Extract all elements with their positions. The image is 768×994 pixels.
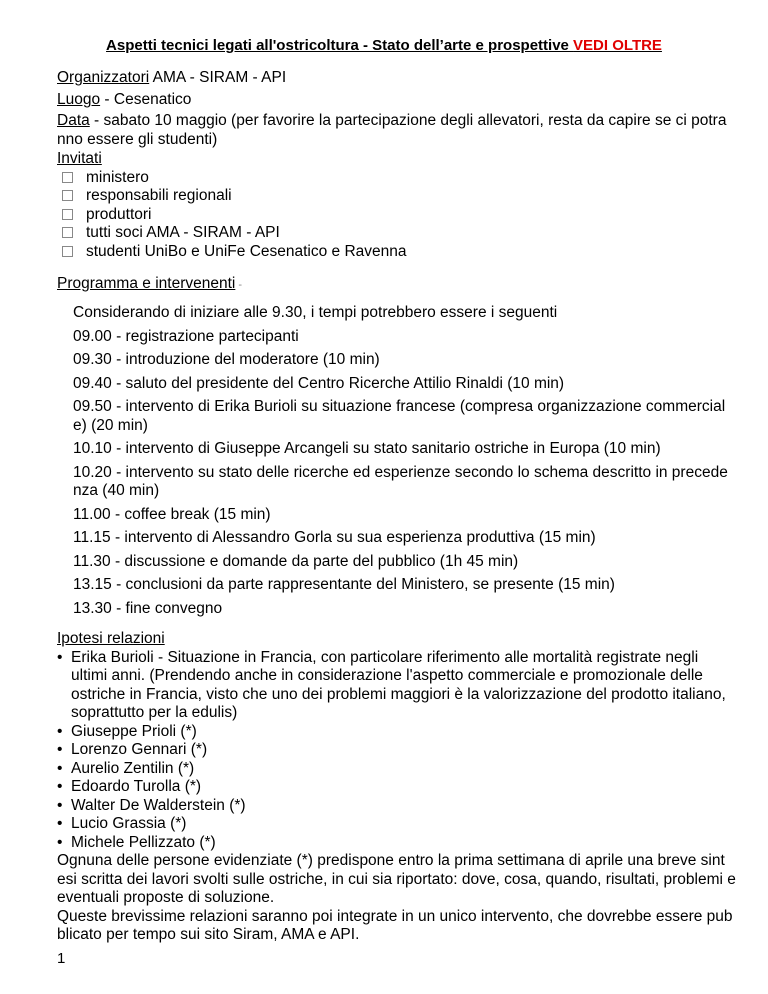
organizzatori-line: Organizzatori AMA - SIRAM - API [57, 69, 287, 86]
ipotesi-item: • Giuseppe Prioli (*) [57, 722, 197, 740]
bullet-icon: • [57, 833, 63, 851]
document-title: Aspetti tecnici legati all'ostricoltura - Stato dell’arte e prospettive VEDI OLTRE [106, 37, 662, 54]
bullet-icon: • [57, 759, 63, 777]
conclusione-paragraph-2: Queste brevissime relazioni saranno poi integrate in un unico intervento, che dovrebbe essere pub blicato per tempo sui sito Siram, AMA e API. [57, 907, 733, 943]
bullet-icon: • [57, 722, 63, 740]
data-line: Data - sabato 10 maggio (per favorire la partecipazione degli allevatori, resta da capire se ci potra nno essere gli studenti) [57, 112, 727, 148]
bullet-icon: • [57, 778, 63, 795]
programma-item: 13.15 - conclusioni da parte rappresentante del Ministero, se presente (15 min) [73, 576, 615, 593]
invitati-heading: Invitati [57, 150, 102, 167]
invitati-section [57, 150, 737, 261]
checkbox-square-icon [62, 209, 73, 220]
invitati-item: responsabili regionali [57, 187, 737, 206]
programma-item: 09.50 - intervento di Erika Burioli su situazione francese (compresa organizzazione commercial e) (20 min) [73, 398, 726, 434]
bullet-icon: • [57, 796, 63, 814]
programma-item: 11.30 - discussione e domande da parte del pubblico (1h 45 min) [73, 552, 519, 570]
programma-item: 09.30 - introduzione del moderatore (10 min) [73, 351, 380, 368]
ipotesi-item: • Walter De Walderstein (*) [57, 796, 246, 814]
ipotesi-item: • Michele Pellizzato (*) [57, 833, 216, 851]
checkbox-square-icon [62, 227, 73, 238]
bullet-icon: • [57, 741, 63, 758]
luogo-line: Luogo - Cesenatico [57, 91, 192, 108]
programma-item: 11.15 - intervento di Alessandro Gorla su sua esperienza produttiva (15 min) [73, 529, 596, 546]
checkbox-square-icon [62, 172, 73, 183]
programma-heading: Programma e intervenenti - [57, 275, 243, 292]
bullet-icon: • [57, 815, 63, 832]
programma-item: 11.00 - coffee break (15 min) [73, 505, 271, 523]
ipotesi-item: • Lucio Grassia (*) [57, 815, 187, 832]
invitati-item: ministero [57, 169, 737, 188]
ipotesi-item: • Erika Burioli - Situazione in Francia, con particolare riferimento alle mortalità registrate negli ultimi anni. (Prendendo anche in considerazione l'aspetto commerciale e promozionale delle ostriche in Francia, visto che uno dei problemi maggiori è la valorizzazione del prodotto italiano, soprattutto per la edulis) [57, 648, 726, 721]
ipotesi-item: • Edoardo Turolla (*) [57, 778, 202, 795]
programma-item: 13.30 - fine convegno [73, 599, 223, 617]
ipotesi-heading: Ipotesi relazioni [57, 630, 165, 647]
programma-item: 10.20 - intervento su stato delle ricerche ed esperienze secondo lo schema descritto in precede nza (40 min) [73, 463, 728, 499]
conclusione-section [57, 852, 737, 945]
checkbox-square-icon [62, 190, 73, 201]
page-number: 1 [57, 950, 66, 967]
checkbox-square-icon [62, 246, 73, 257]
programma-item: 10.10 - intervento di Giuseppe Arcangeli su stato sanitario ostriche in Europa (10 min) [73, 440, 661, 457]
invitati-item: studenti UniBo e UniFe Cesenatico e Ravenna [57, 243, 737, 262]
invitati-item: produttori [57, 206, 737, 225]
programma-list [73, 304, 743, 623]
conclusione-paragraph-1: Ognuna delle persone evidenziate (*) predispone entro la prima settimana di aprile una breve sint esi scritta dei lavori svolti sulle ostriche, in cui sia riportato: dove, cosa, quando, risultati, problemi e eventuali proposte di soluzione. [57, 852, 736, 906]
bullet-icon: • [57, 648, 63, 666]
ipotesi-item: • Aurelio Zentilin (*) [57, 759, 195, 777]
ipotesi-section [57, 630, 737, 852]
programma-item: 09.40 - saluto del presidente del Centro Ricerche Attilio Rinaldi (10 min) [73, 374, 565, 392]
ipotesi-item: • Lorenzo Gennari (*) [57, 741, 208, 758]
programma-item: 09.00 - registrazione partecipanti [73, 327, 299, 345]
invitati-item: tutti soci AMA - SIRAM - API [57, 224, 737, 243]
vedi-oltre-note: VEDI OLTRE [573, 37, 662, 54]
programma-intro: Considerando di iniziare alle 9.30, i tempi potrebbero essere i seguenti [73, 304, 558, 321]
